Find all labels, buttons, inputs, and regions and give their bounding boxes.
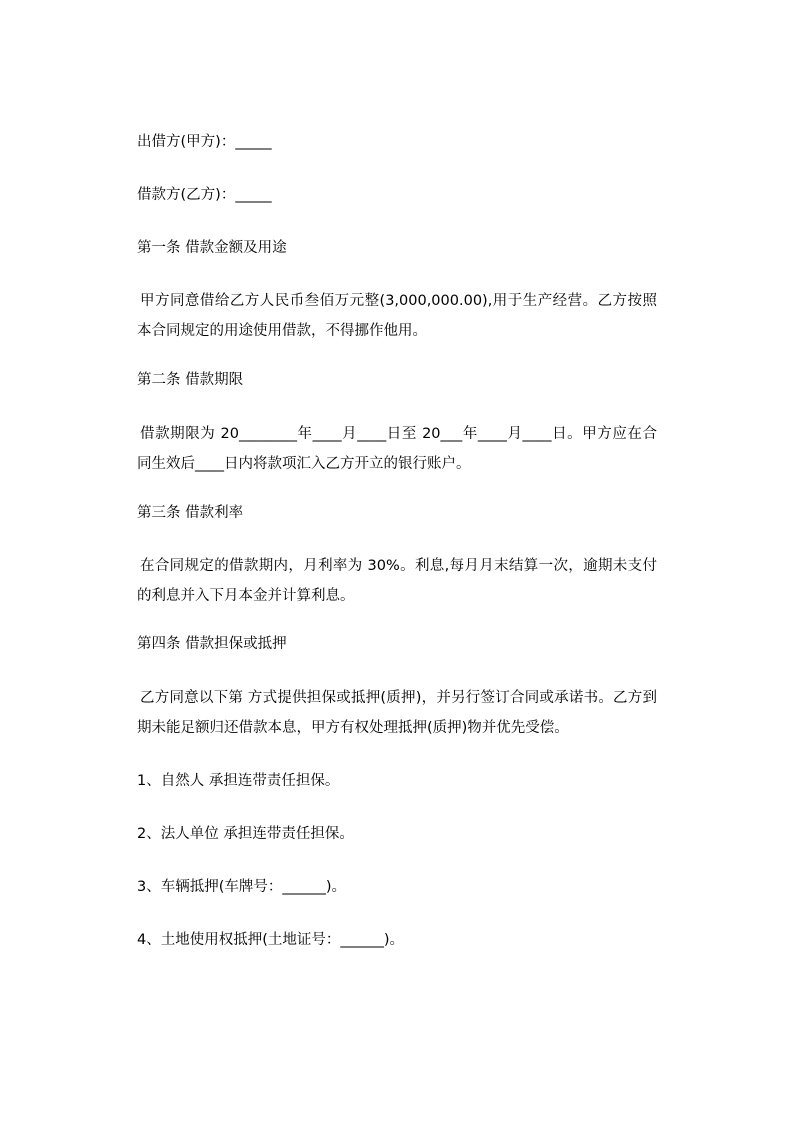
list-item: 4、土地使用权抵押(土地证号：______)。 xyxy=(137,932,405,948)
lender-line: 出借方(甲方)：_____ xyxy=(137,134,272,150)
borrower-line: 借款方(乙方)：_____ xyxy=(137,187,272,203)
list-item: 1、自然人 承担连带责任担保。 xyxy=(137,773,340,789)
list-item: 3、车辆抵押(车牌号：______)。 xyxy=(137,879,347,895)
list-item: 2、法人单位 承担连带责任担保。 xyxy=(137,826,354,842)
article-1-title: 第一条 借款金额及用途 xyxy=(137,240,287,256)
article-3-title: 第三条 借款利率 xyxy=(137,505,244,521)
article-3-body: 在合同规定的借款期内，月利率为 30%。利息,每月月末结算一次，逾期未支付的利息并入下月本金并计算利息。 xyxy=(137,558,657,604)
article-2-body: 借款期限为 20________年____月____日至 20___年____月____日。甲方应在合同生效后____日内将款项汇入乙方开立的银行账户。 xyxy=(137,426,657,472)
article-4-title: 第四条 借款担保或抵押 xyxy=(137,636,287,652)
article-4-body: 乙方同意以下第 方式提供担保或抵押(质押)，并另行签订合同或承诺书。乙方到期未能足额归还借款本息，甲方有权处理抵押(质押)物并优先受偿。 xyxy=(137,690,657,736)
article-2-title: 第二条 借款期限 xyxy=(137,372,244,388)
article-1-body: 甲方同意借给乙方人民币叁佰万元整(3,000,000.00),用于生产经营。乙方按照本合同规定的用途使用借款，不得挪作他用。 xyxy=(137,293,657,339)
